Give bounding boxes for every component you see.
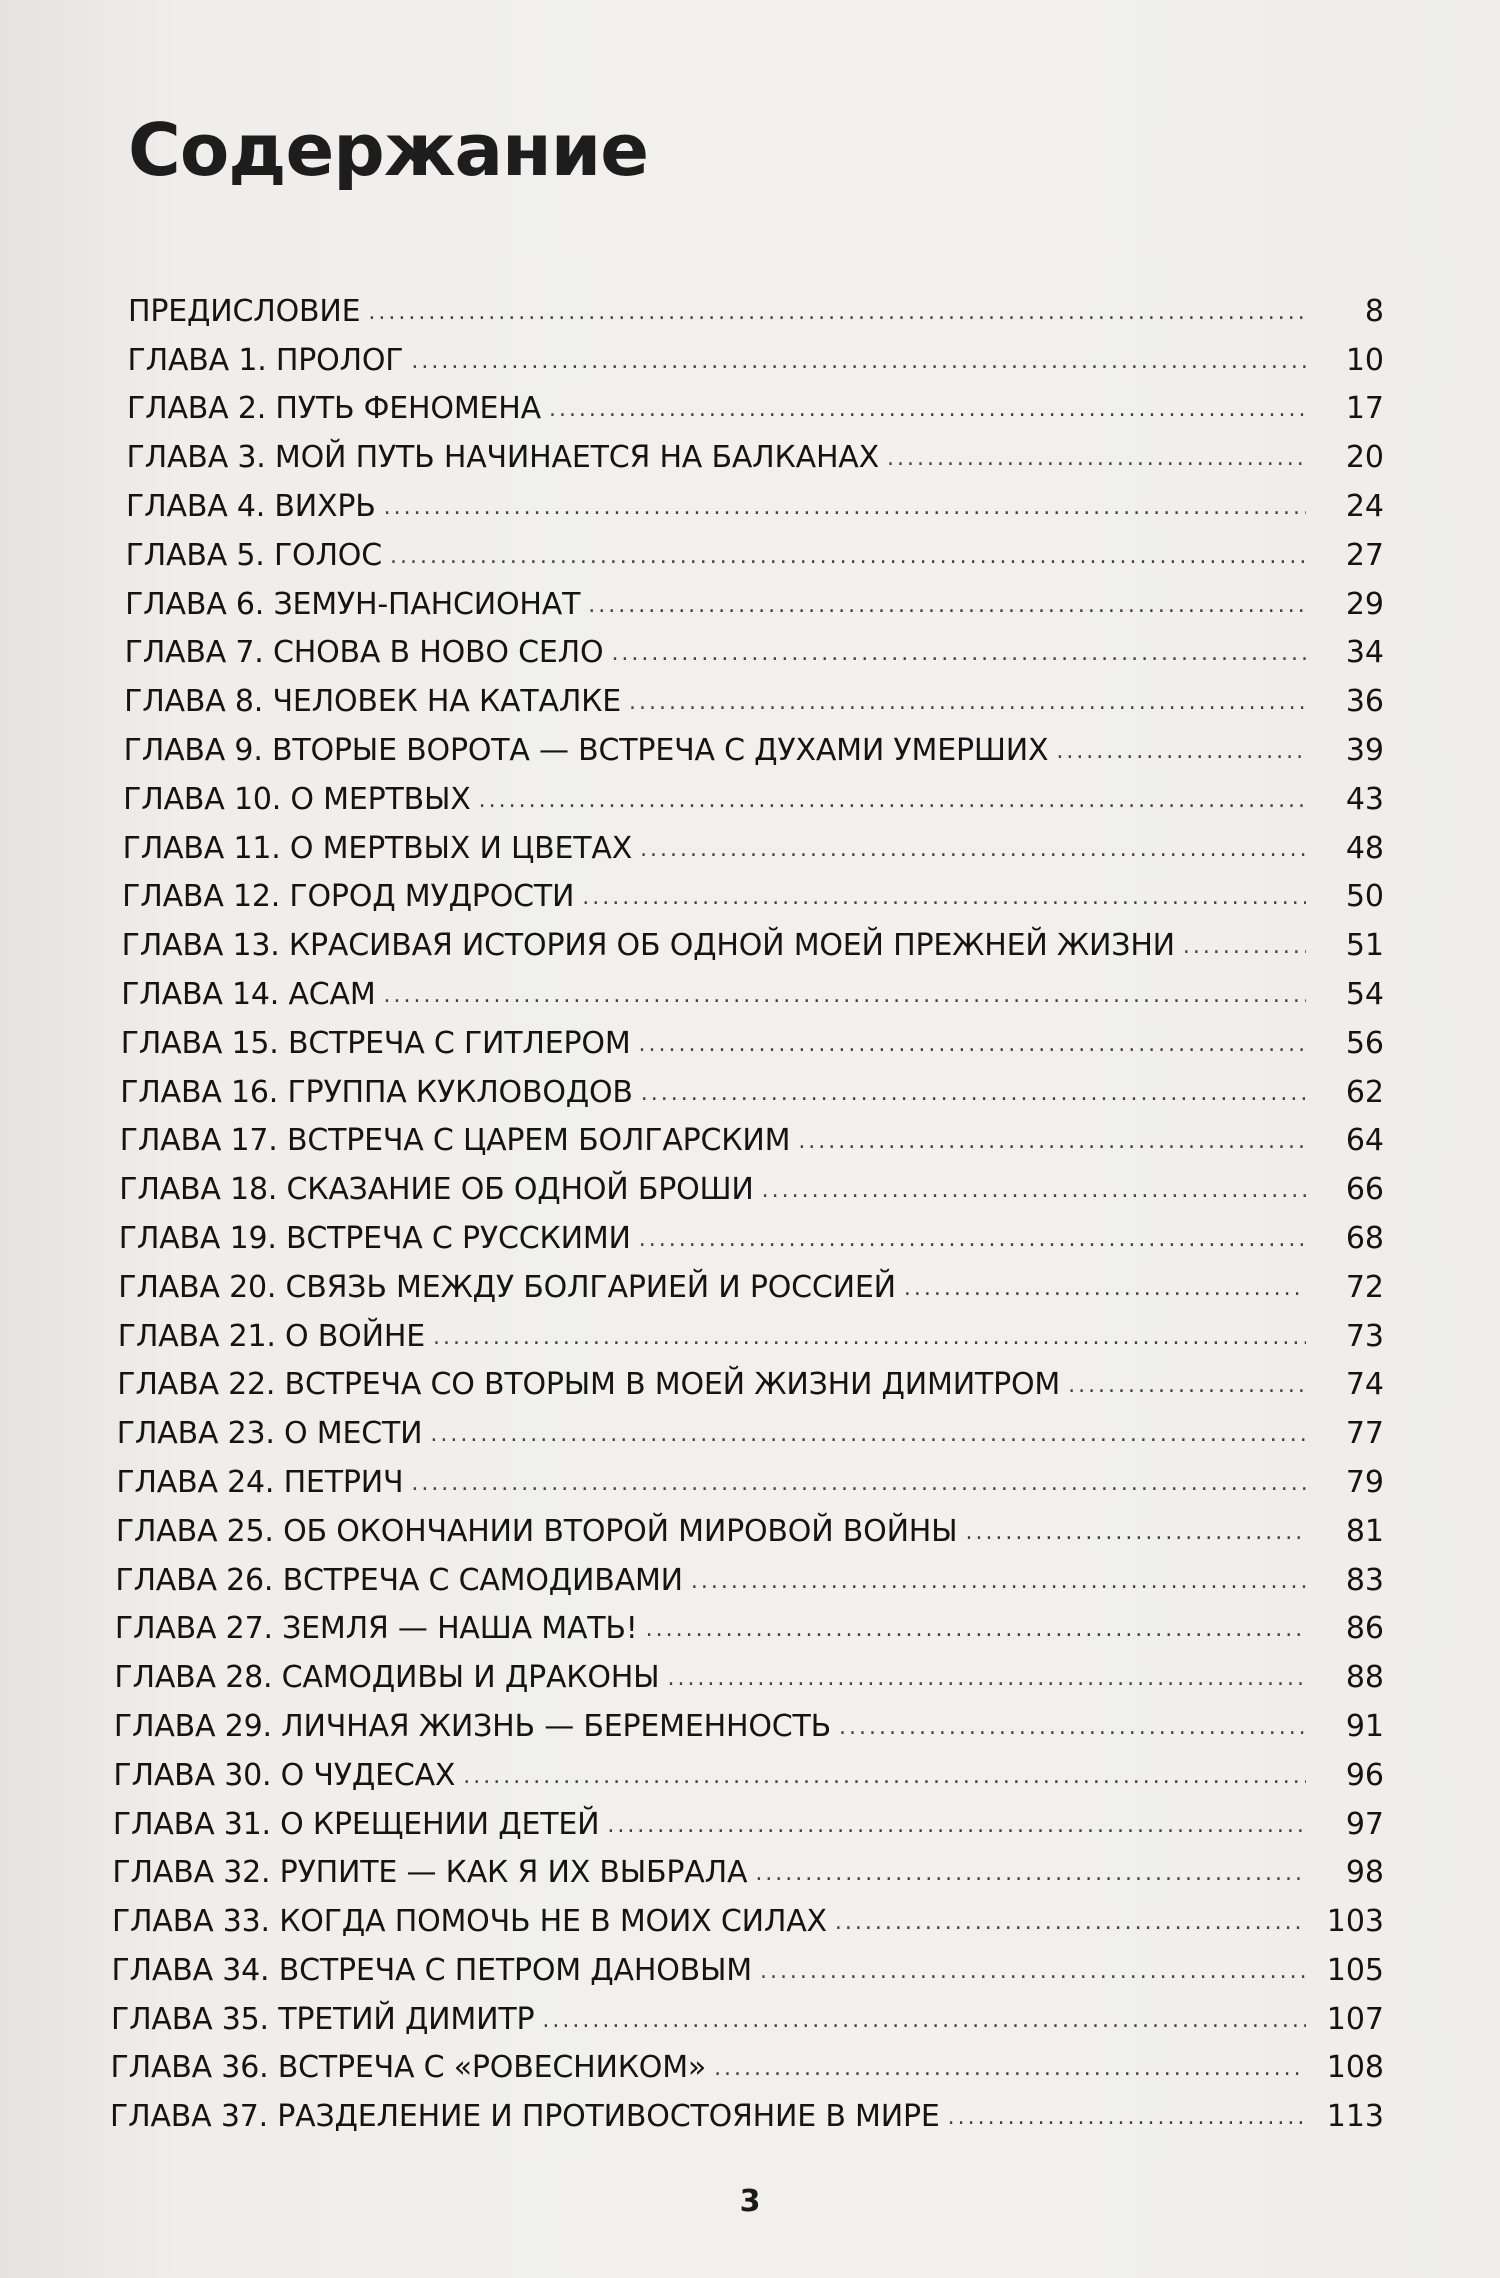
toc-entry-title: ГЛАВА 28. САМОДИВЫ И ДРАКОНЫ (114, 1660, 660, 1696)
toc-entry-page: 68 (1345, 1220, 1384, 1256)
toc-entry-page: 98 (1345, 1855, 1384, 1891)
toc-entry-page: 72 (1345, 1269, 1384, 1305)
toc-entry-title: ПРЕДИСЛОВИЕ (128, 293, 361, 329)
toc-entry-title: ГЛАВА 30. О ЧУДЕСАХ (113, 1757, 456, 1793)
toc-entry-title: ГЛАВА 33. КОГДА ПОМОЧЬ НЕ В МОИХ СИЛАХ (111, 1904, 827, 1940)
toc-entry-title: ГЛАВА 13. КРАСИВАЯ ИСТОРИЯ ОБ ОДНОЙ МОЕЙ ПРЕЖНЕЙ ЖИЗНИ (121, 928, 1175, 964)
toc-entry-page: 105 (1326, 1952, 1384, 1988)
toc-entry (0, 1994, 1500, 2043)
toc-entry (0, 1750, 1500, 1799)
toc-entry-page: 50 (1345, 879, 1384, 915)
page-number: 3 (739, 2184, 761, 2219)
toc-entry-page: 27 (1345, 537, 1384, 573)
toc-entry-page: 79 (1345, 1464, 1384, 1500)
toc-entry-page: 66 (1345, 1172, 1384, 1208)
toc-entry-title: ГЛАВА 25. ОБ ОКОНЧАНИИ ВТОРОЙ МИРОВОЙ ВОЙНЫ (115, 1513, 958, 1549)
toc-entry (0, 335, 1500, 384)
toc-entry-title: ГЛАВА 12. ГОРОД МУДРОСТИ (122, 879, 575, 915)
toc-entry-page: 96 (1345, 1757, 1384, 1793)
toc-entry-title: ГЛАВА 16. ГРУППА КУКЛОВОДОВ (120, 1074, 633, 1110)
toc-entry (0, 1116, 1500, 1165)
toc-entry (0, 2043, 1500, 2092)
toc-leader-dots (640, 837, 1306, 872)
toc-entry-page: 43 (1345, 781, 1384, 817)
toc-entry (0, 1213, 1500, 1262)
toc-entry (0, 1311, 1500, 1360)
toc-entry (0, 384, 1500, 433)
toc-leader-dots (390, 544, 1306, 579)
toc-leader-dots (904, 1276, 1306, 1311)
toc-leader-dots (411, 1471, 1306, 1506)
toc-entry (0, 1457, 1500, 1506)
toc-entry-page: 73 (1345, 1318, 1384, 1354)
toc-entry-page: 88 (1345, 1660, 1384, 1696)
toc-entry-title: ГЛАВА 5. ГОЛОС (125, 537, 382, 573)
toc-entry (0, 676, 1500, 725)
toc-entry (0, 872, 1500, 921)
toc-leader-dots (368, 300, 1306, 335)
toc-leader-dots (411, 349, 1306, 384)
toc-entry (0, 920, 1500, 969)
toc-entry (0, 1604, 1500, 1653)
toc-entry-title: ГЛАВА 19. ВСТРЕЧА С РУССКИМИ (118, 1220, 631, 1256)
toc-entry (0, 432, 1500, 481)
toc-entry-title: ГЛАВА 31. О КРЕЩЕНИИ ДЕТЕЙ (112, 1806, 600, 1842)
toc-entry-page: 54 (1345, 976, 1384, 1012)
toc-leader-dots (1056, 739, 1306, 774)
toc-leader-dots (641, 1081, 1306, 1116)
toc-leader-dots (965, 1520, 1306, 1555)
page-title: Содержание (128, 108, 649, 192)
toc-entry-title: ГЛАВА 29. ЛИЧНАЯ ЖИЗНЬ — БЕРЕМЕННОСТЬ (113, 1708, 831, 1744)
toc-entry-page: 48 (1345, 830, 1384, 866)
toc-entry-title: ГЛАВА 1. ПРОЛОГ (127, 342, 404, 378)
toc-leader-dots (549, 397, 1306, 432)
toc-entry (0, 1896, 1500, 1945)
toc-leader-dots (714, 2056, 1306, 2091)
toc-leader-dots (755, 1861, 1306, 1896)
toc-entry-title: ГЛАВА 3. МОЙ ПУТЬ НАЧИНАЕТСЯ НА БАЛКАНАХ (126, 440, 879, 476)
toc-entry-page: 62 (1345, 1074, 1384, 1110)
toc-leader-dots (479, 788, 1306, 823)
toc-entry-page: 17 (1345, 391, 1384, 427)
toc-entry-page: 113 (1326, 2099, 1384, 2135)
toc-entry-page: 10 (1345, 342, 1384, 378)
toc-entry-title: ГЛАВА 17. ВСТРЕЧА С ЦАРЕМ БОЛГАРСКИМ (119, 1123, 791, 1159)
toc-entry-title: ГЛАВА 26. ВСТРЕЧА С САМОДИВАМИ (115, 1562, 683, 1598)
toc-entry (0, 1799, 1500, 1848)
toc-entry (0, 1262, 1500, 1311)
toc-entry (0, 1701, 1500, 1750)
toc-leader-dots (582, 885, 1306, 920)
toc-entry-title: ГЛАВА 35. ТРЕТИЙ ДИМИТР (110, 2001, 535, 2037)
toc-entry-title: ГЛАВА 32. РУПИТЕ — КАК Я ИХ ВЫБРАЛА (112, 1855, 748, 1891)
toc-leader-dots (762, 1178, 1306, 1213)
toc-entry-page: 77 (1345, 1416, 1384, 1452)
toc-entry-page: 8 (1364, 293, 1384, 329)
toc-entry-title: ГЛАВА 18. СКАЗАНИЕ ОБ ОДНОЙ БРОШИ (119, 1172, 754, 1208)
toc-entry (0, 2091, 1500, 2140)
toc-entry-page: 86 (1345, 1611, 1384, 1647)
toc-entry-page: 107 (1326, 2001, 1384, 2037)
toc-leader-dots (463, 1764, 1306, 1799)
toc-entry-title: ГЛАВА 8. ЧЕЛОВЕК НА КАТАЛКЕ (124, 684, 622, 720)
toc-entry-title: ГЛАВА 6. ЗЕМУН-ПАНСИОНАТ (125, 586, 581, 622)
toc-leader-dots (588, 593, 1306, 628)
toc-entry (0, 530, 1500, 579)
toc-leader-dots (948, 2105, 1306, 2140)
toc-entry-page: 108 (1326, 2050, 1384, 2086)
toc-entry (0, 1018, 1500, 1067)
toc-entry-title: ГЛАВА 21. О ВОЙНЕ (117, 1318, 425, 1354)
toc-leader-dots (639, 1032, 1306, 1067)
toc-leader-dots (835, 1910, 1306, 1945)
toc-leader-dots (1183, 934, 1306, 969)
toc-leader-dots (629, 690, 1306, 725)
toc-entry-page: 34 (1345, 635, 1384, 671)
toc-entry-page: 56 (1345, 1025, 1384, 1061)
toc-entry (0, 774, 1500, 823)
toc-entry (0, 1506, 1500, 1555)
toc-leader-dots (798, 1129, 1306, 1164)
toc-entry (0, 1652, 1500, 1701)
toc-entry-title: ГЛАВА 22. ВСТРЕЧА СО ВТОРЫМ В МОЕЙ ЖИЗНИ ДИМИТРОМ (117, 1367, 1061, 1403)
toc-leader-dots (839, 1715, 1306, 1750)
toc-entry-page: 83 (1345, 1562, 1384, 1598)
toc-entry (0, 481, 1500, 530)
toc-leader-dots (691, 1569, 1306, 1604)
toc-leader-dots (607, 1813, 1306, 1848)
toc-entry (0, 628, 1500, 677)
toc-leader-dots (667, 1666, 1306, 1701)
toc-entry-title: ГЛАВА 20. СВЯЗЬ МЕЖДУ БОЛГАРИЕЙ И РОССИЕЙ (118, 1269, 896, 1305)
toc-entry-title: ГЛАВА 2. ПУТЬ ФЕНОМЕНА (127, 391, 541, 427)
toc-entry-page: 39 (1345, 732, 1384, 768)
toc-leader-dots (1068, 1373, 1306, 1408)
toc-entry-title: ГЛАВА 15. ВСТРЕЧА С ГИТЛЕРОМ (120, 1025, 631, 1061)
toc-entry-title: ГЛАВА 24. ПЕТРИЧ (116, 1464, 404, 1500)
toc-entry (0, 725, 1500, 774)
toc-entry-title: ГЛАВА 14. АСАМ (121, 976, 376, 1012)
toc-entry (0, 1408, 1500, 1457)
toc-leader-dots (646, 1617, 1306, 1652)
toc-entry-title: ГЛАВА 10. О МЕРТВЫХ (123, 781, 471, 817)
toc-leader-dots (384, 495, 1306, 530)
toc-entry (0, 1360, 1500, 1409)
toc-entry (0, 1067, 1500, 1116)
toc-entry-title: ГЛАВА 11. О МЕРТВЫХ И ЦВЕТАХ (122, 830, 633, 866)
toc-entry (0, 1848, 1500, 1897)
toc-entry-page: 24 (1345, 488, 1384, 524)
toc-entry-page: 97 (1345, 1806, 1384, 1842)
toc-entry-title: ГЛАВА 36. ВСТРЕЧА С «РОВЕСНИКОМ» (110, 2050, 707, 2086)
toc-leader-dots (542, 2008, 1306, 2043)
toc-entry (0, 969, 1500, 1018)
toc-entry (0, 1555, 1500, 1604)
toc-leader-dots (639, 1227, 1306, 1262)
toc-entry-page: 64 (1345, 1123, 1384, 1159)
toc-entry-title: ГЛАВА 27. ЗЕМЛЯ — НАША МАТЬ! (114, 1611, 638, 1647)
toc-entry (0, 823, 1500, 872)
toc-entry-title: ГЛАВА 37. РАЗДЕЛЕНИЕ И ПРОТИВОСТОЯНИЕ В МИРЕ (110, 2099, 940, 2135)
toc-entry (0, 1164, 1500, 1213)
toc-entry-title: ГЛАВА 23. О МЕСТИ (116, 1416, 423, 1452)
toc-entry-page: 20 (1345, 440, 1384, 476)
toc-entry (0, 579, 1500, 628)
toc-entry-page: 29 (1345, 586, 1384, 622)
toc-entry-title: ГЛАВА 34. ВСТРЕЧА С ПЕТРОМ ДАНОВЫМ (111, 1952, 752, 1988)
toc-entry-title: ГЛАВА 4. ВИХРЬ (126, 488, 376, 524)
toc-leader-dots (384, 983, 1306, 1018)
toc-leader-dots (760, 1959, 1306, 1994)
toc-entry-title: ГЛАВА 7. СНОВА В НОВО СЕЛО (124, 635, 604, 671)
toc-entry-page: 51 (1345, 928, 1384, 964)
toc-entry-page: 91 (1345, 1708, 1384, 1744)
toc-entry-page: 103 (1326, 1904, 1384, 1940)
toc-entry-title: ГЛАВА 9. ВТОРЫЕ ВОРОТА — ВСТРЕЧА С ДУХАМИ УМЕРШИХ (123, 732, 1049, 768)
toc-leader-dots (430, 1422, 1306, 1457)
table-of-contents (0, 286, 1500, 2140)
toc-leader-dots (433, 1325, 1306, 1360)
toc-entry-page: 74 (1345, 1367, 1384, 1403)
toc-entry-page: 81 (1345, 1513, 1384, 1549)
toc-leader-dots (887, 446, 1306, 481)
toc-entry-page: 36 (1345, 684, 1384, 720)
toc-leader-dots (611, 641, 1306, 676)
toc-entry (0, 286, 1500, 335)
toc-entry (0, 1945, 1500, 1994)
